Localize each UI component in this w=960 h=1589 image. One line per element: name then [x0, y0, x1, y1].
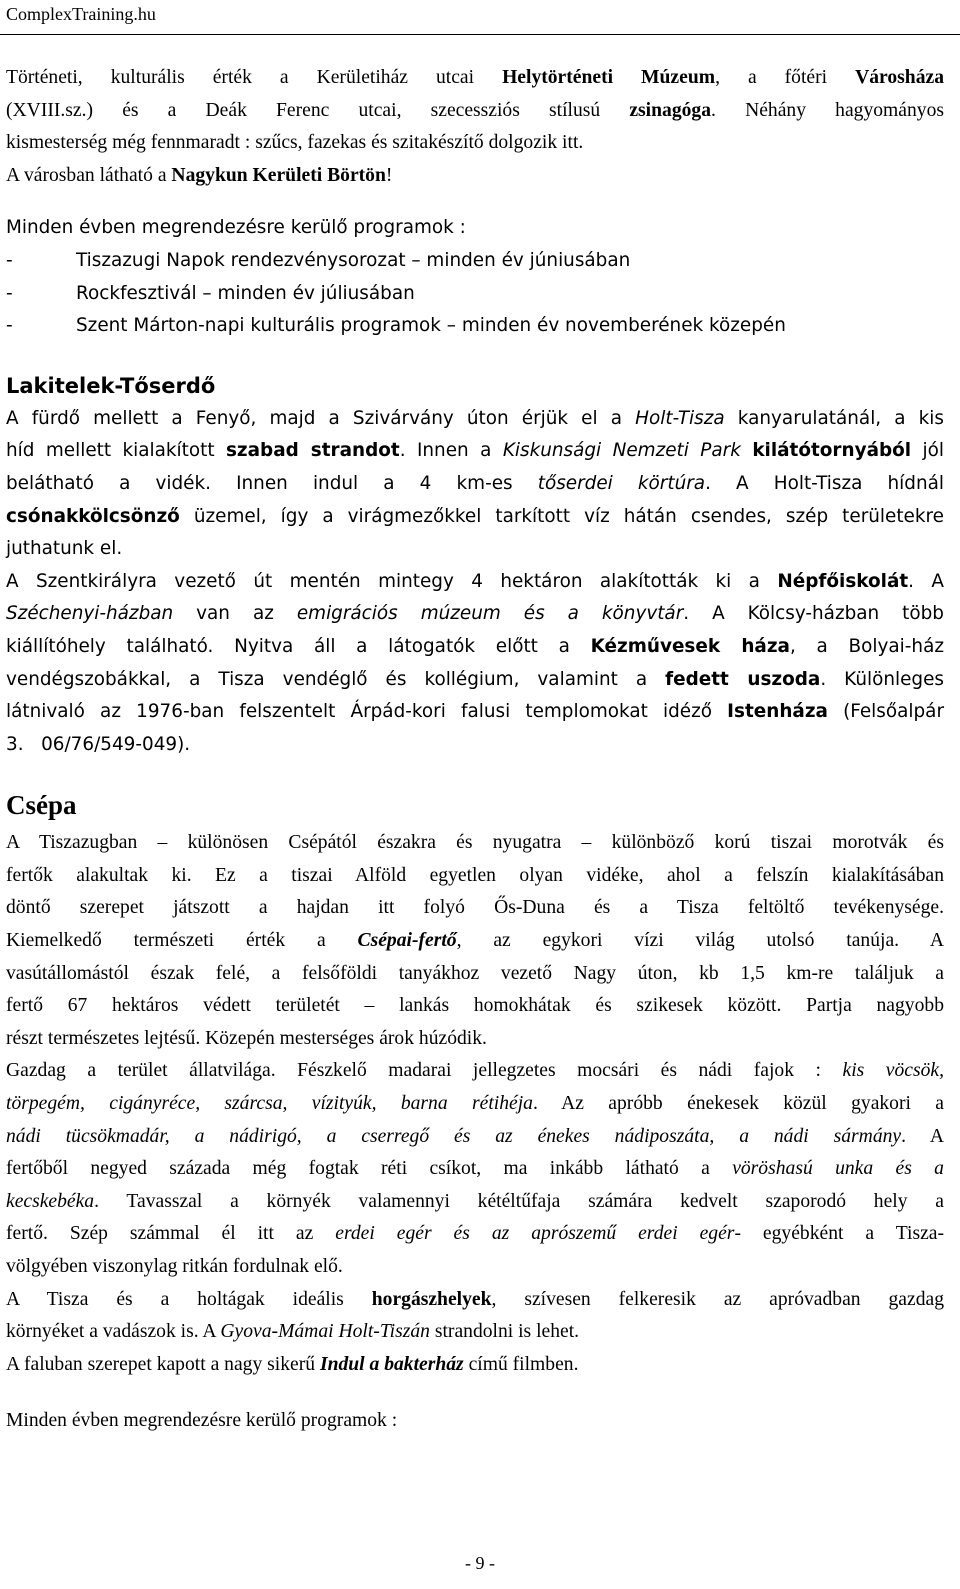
paragraph-city-values	[6, 62, 944, 192]
text-line: fertő. Szép számmal él itt az erdei egér és az aprószemű erdei egér- egyébként a Tisza-	[6, 1223, 944, 1245]
section-heading-csepa: Csépa	[6, 790, 77, 821]
text-line: A Tisza és a holtágak ideális horgászhelyek, szívesen felkeresik az apróvadban gazdag	[6, 1288, 944, 1310]
text-line: fertők alakultak ki. Ez a tiszai Alföld egyetlen olyan vidéke, ahol a felszín kialakításában	[6, 864, 944, 886]
text-line: fertőből negyed százada még fogtak réti csíkot, ma inkább látható a vöröshasú unka és a	[6, 1158, 944, 1180]
text-line: vendégszobákkal, a Tisza vendéglő és kollégium, valamint a fedett uszoda. Különleges	[6, 668, 944, 690]
text-line: kiállítóhely található. Nyitva áll a látogatók előtt a Kézművesek háza, a Bolyai-ház	[6, 635, 944, 657]
text-line: vasútállomástól észak felé, a felsőföldi tanyákhoz vezető Nagy úton, kb 1,5 km-re találjuk a	[6, 962, 944, 984]
spacer	[6, 343, 944, 361]
text-line: látnivaló az 1976-ban felszentelt Árpád-kori falusi templomokat idéző Istenháza (Felsőalpár	[6, 701, 945, 723]
text-line: környéket a vadászok is. A Gyova-Mámai Holt-Tiszán strandolni is lehet.	[6, 1321, 580, 1343]
text-line: kismesterség még fennmaradt : szűcs, fazekas és szitakészítő dolgozik itt.	[6, 132, 584, 154]
list-item: - Szent Márton-napi kulturális programok – minden év novemberének közepén	[6, 315, 786, 337]
programs-list	[6, 212, 944, 342]
paragraph-lakitelek	[6, 403, 944, 762]
text-line: nádi tücsökmadár, a nádirigó, a cserregő és az énekes nádiposzáta, a nádi sármány. A	[6, 1125, 944, 1147]
text-line: A városban látható a Nagykun Kerületi Börtön!	[6, 164, 393, 186]
document-body	[6, 62, 944, 1438]
spacer	[6, 761, 944, 783]
text-line: A Szentkirályra vezető út mentén mintegy 4 hektáron alakították ki a Népfőiskolát. A	[6, 570, 944, 592]
text-line: 3. 06/76/549-049).	[6, 733, 191, 755]
text-line: A faluban szerepet kapott a nagy sikerű Indul a bakterház című filmben.	[6, 1353, 579, 1375]
text-line: részt természetes lejtésű. Közepén mesterséges árok húzódik.	[6, 1027, 487, 1049]
page-number: - 9 -	[465, 1553, 495, 1573]
programs-intro: Minden évben megrendezésre kerülő programok :	[6, 217, 466, 239]
text-line: döntő szerepet játszott a hajdan itt folyó Ős-Duna és a Tisza feltöltő tevékenysége.	[6, 897, 944, 919]
text-line: völgyében viszonylag ritkán fordulnak elő.	[6, 1256, 343, 1277]
text-line: Gazdag a terület állatvilága. Fészkelő madarai jellegzetes mocsári és nádi fajok : kis vöcsök,	[6, 1060, 944, 1082]
spacer	[6, 192, 944, 212]
section-heading-lakitelek: Lakitelek-Tőserdő	[6, 373, 216, 398]
text-line: Széchenyi-házban van az emigrációs múzeum és a könyvtár. A Kölcsy-házban több	[6, 603, 944, 625]
text-line: juthatunk el.	[6, 538, 123, 560]
text-line: fertő 67 hektáros védett területét – lankás homokhátak és szikesek között. Partja nagyobb	[6, 995, 944, 1017]
text-line: belátható a vidék. Innen indul a 4 km-es tőserdei körtúra. A Holt-Tisza hídnál	[6, 472, 944, 494]
list-item: - Rockfesztivál – minden év júliusában	[6, 282, 415, 304]
site-name: ComplexTraining.hu	[6, 4, 156, 24]
spacer	[6, 1381, 944, 1405]
paragraph-csepa	[6, 827, 944, 1381]
text-line: kecskebéka. Tavasszal a környék valamennyi kétéltűfaja számára kedvelt szaporodó hely a	[6, 1190, 944, 1212]
page-header	[0, 0, 960, 35]
text-line: (XVIII.sz.) és a Deák Ferenc utcai, szecessziós stílusú zsinagóga. Néhány hagyományos	[6, 99, 945, 121]
text-line: A Tiszazugban – különösen Csépától északra és nyugatra – különböző korú tiszai morotvák és	[6, 832, 944, 854]
programs-intro-2: Minden évben megrendezésre kerülő programok :	[6, 1410, 398, 1432]
text-line: csónakkölcsönző üzemel, így a virágmezőkkel tarkított víz hátán csendes, szép területekre	[6, 505, 944, 527]
list-item: - Tiszazugi Napok rendezvénysorozat – minden év júniusában	[6, 249, 631, 271]
text-line: Történeti, kulturális érték a Kerületiház utcai Helytörténeti Múzeum, a főtéri Városháza	[6, 67, 944, 88]
text-line: törpegém, cigányréce, szárcsa, vízityúk, barna rétihéja. Az apróbb énekesek közül gyakori a	[6, 1093, 944, 1115]
text-line: Kiemelkedő természeti érték a Csépai-fertő, az egykori vízi világ utolsó tanúja. A	[6, 930, 944, 952]
text-line: A fürdő mellett a Fenyő, majd a Szivárvány úton érjük el a Holt-Tisza kanyarulatánál, a kis	[6, 407, 945, 429]
text-line: híd mellett kialakított szabad strandot. Innen a Kiskunsági Nemzeti Park kilátótornyából jól	[6, 440, 944, 462]
